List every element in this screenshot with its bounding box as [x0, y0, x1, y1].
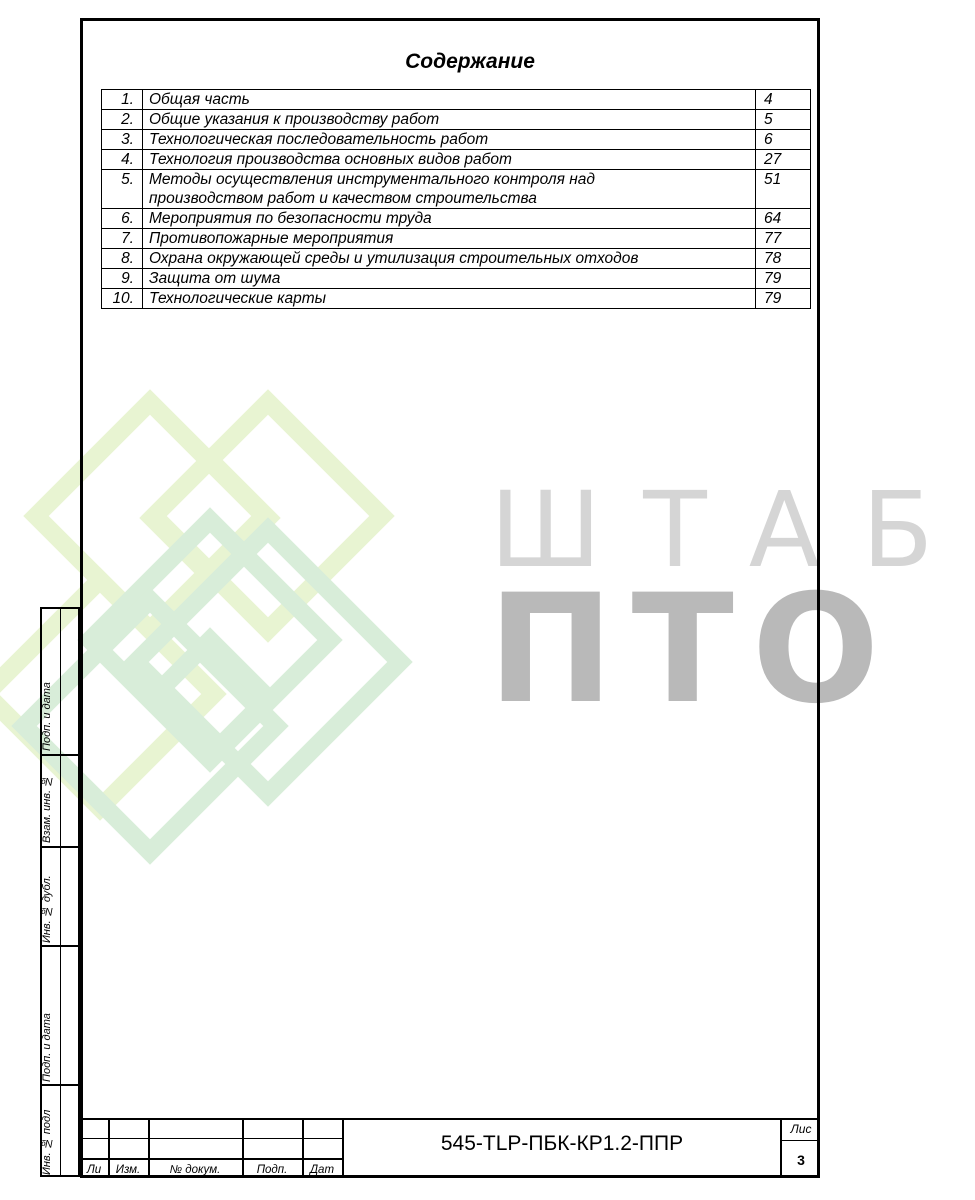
toc-entry-title	[143, 110, 756, 130]
toc-page-number: 6	[756, 130, 811, 150]
toc-number: 9.	[102, 269, 143, 289]
toc-row	[102, 110, 811, 130]
toc-number: 7.	[102, 229, 143, 249]
toc-entry-line: Охрана окружающей среды и утилизация строительных отходов	[149, 250, 639, 267]
toc-row	[102, 170, 811, 209]
watermark-line1: ШТАБ	[490, 469, 975, 591]
toc-page-number: 5	[756, 110, 811, 130]
toc-row	[102, 249, 811, 269]
stamp-col-li: Ли	[86, 1164, 102, 1176]
toc-entry-title	[143, 209, 756, 229]
strip-line	[42, 846, 78, 848]
toc-row	[102, 150, 811, 170]
sheet-label: Лис	[790, 1122, 812, 1136]
side-label-dup-inv: Инв. № дубл.	[41, 875, 53, 943]
toc-number: 4.	[102, 150, 143, 170]
toc-page-number: 77	[756, 229, 811, 249]
watermark-line2: ПТО	[488, 563, 898, 737]
side-label-replace-inv: Взам. инв. №	[41, 774, 53, 843]
toc-entry-line: Защита от шума	[149, 270, 281, 287]
stamp-col-izm: Изм.	[115, 1164, 141, 1176]
strip-line	[42, 945, 78, 947]
toc-entry-title	[143, 170, 756, 209]
toc-entry-line: Общая часть	[149, 91, 250, 108]
toc-entry-line: Технологические карты	[149, 290, 327, 307]
toc-entry-title	[143, 249, 756, 269]
toc-entry-line: Мероприятия по безопасности труда	[149, 210, 432, 227]
toc-number: 8.	[102, 249, 143, 269]
toc-row	[102, 289, 811, 309]
document-code: 545-TLP-ПБК-КР1.2-ППР	[440, 1132, 684, 1155]
toc-row	[102, 130, 811, 150]
toc-row	[102, 269, 811, 289]
stamp-line	[780, 1140, 820, 1141]
toc-entry-line: производством работ и качеством строительства	[149, 190, 537, 207]
side-label-sign-date-1: Подп. и дата	[41, 682, 53, 751]
toc-page-number: 27	[756, 150, 811, 170]
stamp-col-date: Дат	[309, 1164, 335, 1176]
toc-entry-title	[143, 150, 756, 170]
toc-number: 6.	[102, 209, 143, 229]
toc-number: 3.	[102, 130, 143, 150]
toc-entry-line: Технологическая последовательность работ	[149, 131, 489, 148]
toc-page-number: 79	[756, 269, 811, 289]
page-title: Содержание	[405, 50, 535, 73]
toc-row	[102, 209, 811, 229]
toc-entry-title	[143, 289, 756, 309]
toc-row	[102, 90, 811, 110]
toc-entry-line: Общие указания к производству работ	[149, 111, 440, 128]
binding-strip	[40, 607, 80, 1177]
toc-entry-line: Методы осуществления инструментального контроля над	[149, 171, 595, 188]
stamp-col-doc-no: № докум.	[169, 1164, 221, 1176]
toc-page-number: 51	[756, 170, 811, 209]
strip-line	[42, 1084, 78, 1086]
toc-number: 5.	[102, 170, 143, 209]
toc-number: 10.	[102, 289, 143, 309]
toc-table	[101, 89, 811, 309]
toc-page-number: 79	[756, 289, 811, 309]
toc-page-number: 64	[756, 209, 811, 229]
sheet-number: 3	[797, 1152, 805, 1168]
toc-entry-line: Противопожарные мероприятия	[149, 230, 394, 247]
toc-entry-title	[143, 229, 756, 249]
strip-divider	[60, 609, 61, 1175]
toc-entry-title	[143, 130, 756, 150]
strip-line	[42, 754, 78, 756]
stamp-col-sign: Подп.	[256, 1164, 288, 1176]
toc-entry-line: Технология производства основных видов работ	[149, 151, 512, 168]
toc-entry-title	[143, 90, 756, 110]
toc-number: 1.	[102, 90, 143, 110]
toc-row	[102, 229, 811, 249]
toc-entry-title	[143, 269, 756, 289]
side-label-sign-date-2: Подп. и дата	[41, 1013, 53, 1082]
side-label-orig-inv: Инв. № подл	[41, 1109, 53, 1175]
toc-number: 2.	[102, 110, 143, 130]
toc-page-number: 4	[756, 90, 811, 110]
toc-page-number: 78	[756, 249, 811, 269]
